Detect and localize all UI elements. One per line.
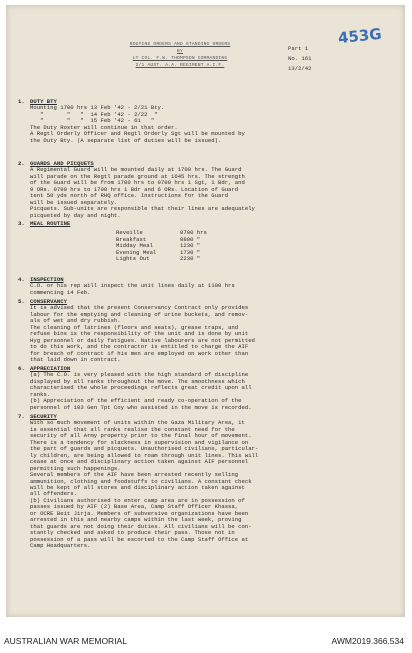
section-line: Picquets. Sub-units are responsible that their lines are adequately [30, 205, 255, 213]
section-line: arrested in this and nearby camps within the last week, proving [30, 516, 242, 524]
section-line: ly children, are being allowed to roam through unit lines. This will [30, 451, 259, 459]
section-number: 4. [18, 276, 25, 283]
footer-catalogue-number: AWM2019.366.534 [331, 636, 404, 646]
section-heading: SECURITY [30, 413, 57, 420]
section-line: 9 ORs. 0700 hrs to 1700 hrs 1 Bdr and 6 ORs. Location of Guard [30, 185, 239, 193]
section-line: C.O. or his rep will inspect the unit lines daily at 1100 hrs [30, 282, 235, 290]
section-line: Camp Headquarters. [30, 542, 91, 550]
meal-time: 2230 " [180, 255, 201, 263]
section-line: With so much movement of units within the Gaza Military Area, it [30, 419, 245, 427]
section-line: characterised the whole proceedings reflects great credit upon all [30, 384, 252, 392]
section-line: It is advised that the present Conservancy Contract only provides [30, 304, 249, 312]
section-line: is essential that all ranks realise the constant need for the [30, 425, 235, 433]
section-line: (b) Civilians authorised to enter camp area are in possession of [30, 496, 245, 504]
title-line: LT COL. F.W. THOMPSON COMMANDING [132, 56, 228, 61]
handwritten-annotation: 453G [337, 24, 383, 48]
section-security [18, 413, 380, 550]
section-conservancy [18, 298, 380, 364]
title-line: 2/1 AUST. A.A. REGIMENT A.I.F. [135, 63, 225, 68]
meal-name: Evening Meal [116, 248, 157, 256]
meal-time: 0800 " [180, 235, 201, 243]
section-line: of the Guard will be from 1700 hrs to 0700 hrs 1 Sgt, 1 Bdr, and [30, 179, 245, 187]
section-line: A Regimental Guard will be mounted daily at 1700 hrs. The Guard [30, 166, 242, 174]
section-number: 7. [18, 413, 25, 420]
section-line: als of wet and dry rubbish. [30, 317, 121, 325]
section-line: personnel of 103 Gen Tpt Coy who assisted in the move is recorded. [30, 403, 252, 411]
section-line: will be issued separately. [30, 198, 118, 206]
section-heading: INSPECTION [30, 276, 64, 283]
part-info [288, 44, 312, 74]
section-line: will be kept of all stores and disciplinary action taken against [30, 483, 245, 491]
section-number: 5. [18, 298, 25, 305]
section-line: " " " 14 Feb '42 - 2/22 " [30, 110, 158, 118]
meal-table [116, 230, 207, 263]
meal-name: Lights Out [116, 255, 150, 263]
section-heading: DUTY BTY [30, 98, 57, 105]
section-line: that guards are not doing their duties. All civilians will be con- [30, 522, 252, 530]
section-line: Several members of the AIF have been arrested recently selling [30, 471, 239, 479]
section-number: 1. [18, 98, 25, 105]
section-line: (b) Appreciation of the efficient and ready co-operation of the [30, 397, 242, 405]
section-line: ranks. [30, 390, 51, 398]
section-line: stantly checked and asked to produce their pass. Those not in [30, 529, 235, 537]
meal-name: Reveille [116, 229, 143, 236]
section-line: The cleaning of latrines (floors and seats), grease traps, and [30, 323, 239, 331]
section-line: ammunition, clothing and foodstuffs to civilians. A constant check [30, 477, 252, 485]
section-line: to do this work, and the contractor is entitled to charge the AIF [30, 343, 249, 351]
section-line: the part of guards and picquets. Unauthorised civilians, particular- [30, 445, 259, 453]
section-line: The Duty Roster will continue in that order. [30, 123, 178, 131]
section-line: or OCRE Beit Jirja. Members of subversive organizations have been [30, 509, 249, 517]
meal-time: 0700 hrs [180, 229, 207, 236]
section-line: that laid down in contract. [30, 356, 121, 364]
section-heading: MEAL ROUTINE [30, 220, 71, 227]
section-number: 3. [18, 220, 25, 227]
meal-row [116, 256, 207, 263]
section-line: the Duty Bty. (A separate list of duties will be issued). [30, 136, 222, 144]
section-line: permitting such happenings. [30, 464, 121, 472]
order-number: No. 161 [288, 55, 312, 62]
section-line: There is a tendency for slackness in supervision and vigilance on [30, 438, 249, 446]
section-heading: APPRECIATION [30, 365, 71, 372]
section-meal-routine [18, 220, 380, 227]
title-line: ROUTINE ORDERS AND STANDING ORDERS [129, 42, 231, 47]
section-number: 6. [18, 365, 25, 372]
meal-name: Breakfast [116, 235, 147, 243]
section-line: displayed by all ranks throughout the move. The smoothness which [30, 377, 245, 385]
section-line: will parade on the Regtl parade ground at 1645 hrs. The strength [30, 172, 245, 180]
part-label: Part 1 [288, 45, 309, 52]
section-line: for breach of contract if his men are employed on work other than [30, 349, 249, 357]
section-heading: CONSERVANCY [30, 298, 67, 305]
section-line: Hyg personnel or daily fatigues. Native labourers are not permitted [30, 336, 255, 344]
archive-footer [0, 630, 412, 653]
order-date: 13/2/42 [288, 65, 312, 72]
section-line: labour for the emptying and cleaning of urine buckets, and remov- [30, 310, 249, 318]
section-line: possession of a pass will be escorted to the Camp Staff Office at [30, 535, 249, 543]
section-number: 2. [18, 160, 25, 167]
footer-institution: AUSTRALIAN WAR MEMORIAL [4, 636, 127, 646]
meal-time: 1730 " [180, 248, 201, 256]
section-line: picqueted by day and night. [30, 211, 121, 219]
section-line: passes issued by AIF (2) Base Area, Camp Staff Officer Khassa, [30, 503, 239, 511]
section-line: commencing 14 Feb. [30, 288, 91, 296]
meal-name: Midday Meal [116, 242, 153, 250]
section-line: security of all Army property prior to the final hour of movement. [30, 432, 252, 440]
meal-time: 1230 " [180, 242, 201, 250]
section-line: A Regtl Orderly Officer and Regtl Orderly Sgt will be mounted by [30, 130, 245, 138]
section-line: " " " 15 Feb '42 - 61 " [30, 117, 155, 125]
section-line: Mounting 1700 hrs 13 Feb '42 - 2/21 Bty. [30, 104, 165, 112]
section-duty-bty [18, 98, 380, 144]
section-line: (a) The C.O. is very pleased with the high standard of discipline [30, 371, 249, 379]
section-inspection [18, 276, 380, 296]
title-line: BY [177, 49, 183, 54]
section-guards [18, 160, 380, 219]
section-appreciation [18, 365, 380, 411]
section-line: refuse bins is the responsibility of the unit and is done by unit [30, 330, 249, 338]
document-title [80, 41, 280, 69]
section-heading: GUARDS AND PICQUETS [30, 160, 94, 167]
section-line: cease at once and disciplinary action taken against AIF personnel [30, 458, 249, 466]
section-line: all offenders. [30, 490, 77, 498]
section-line: tent 50 yds north of RHQ office. Instructions for the Guard [30, 192, 229, 200]
